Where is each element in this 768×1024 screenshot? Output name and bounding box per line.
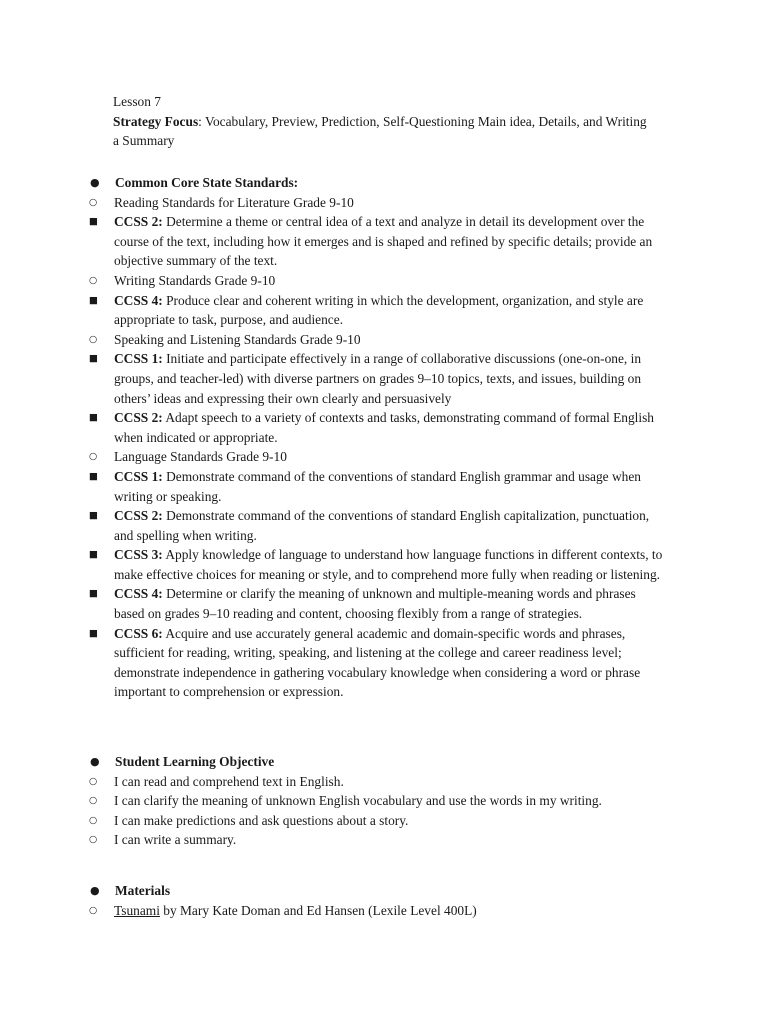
bullet-square-icon: ■ bbox=[89, 294, 98, 306]
standard-code: CCSS 3: bbox=[114, 547, 163, 563]
bullet-square-icon: ■ bbox=[89, 588, 98, 600]
bullet-circle-icon: ○ bbox=[89, 333, 98, 345]
standard-code: CCSS 2: bbox=[114, 508, 163, 524]
objectives-heading-row bbox=[88, 752, 663, 772]
standard-item bbox=[88, 291, 663, 330]
standard-code: CCSS 1: bbox=[114, 468, 163, 484]
materials-section bbox=[88, 881, 663, 920]
standard-code: CCSS 1: bbox=[114, 351, 163, 367]
standard-group-speaking bbox=[88, 330, 663, 350]
standard-item bbox=[88, 467, 663, 506]
materials-heading: Materials bbox=[115, 883, 171, 898]
standard-code: CCSS 2: bbox=[114, 214, 163, 230]
standard-code: CCSS 6: bbox=[114, 625, 163, 641]
objective-text: I can write a summary. bbox=[114, 832, 237, 848]
standards-heading-row bbox=[88, 173, 663, 193]
lesson-title: Lesson 7 bbox=[113, 94, 161, 109]
book-title-link[interactable]: Tsunami bbox=[114, 902, 160, 918]
objective-text: I can clarify the meaning of unknown English vocabulary and use the words in my writing. bbox=[114, 793, 602, 809]
standard-group-label: Reading Standards for Literature Grade 9-10 bbox=[114, 194, 354, 210]
standard-item bbox=[88, 545, 663, 584]
standard-item-text bbox=[114, 408, 663, 447]
bullet-square-icon: ■ bbox=[89, 470, 98, 482]
bullet-dot-icon: ● bbox=[90, 755, 100, 768]
bullet-circle-icon: ○ bbox=[89, 196, 98, 208]
material-text bbox=[114, 901, 663, 921]
standard-description: Determine a theme or central idea of a text and analyze in detail its development over the course of the text, including how it emerges and is shaped and refined by specific details; provide an objective summary of the text. bbox=[114, 214, 653, 269]
standard-item-text bbox=[114, 584, 663, 623]
bullet-dot-icon: ● bbox=[90, 176, 100, 189]
standard-code: CCSS 2: bbox=[114, 410, 163, 426]
strategy-focus-text: : Vocabulary, Preview, Prediction, Self-Questioning Main idea, Details, and Writing a Summary bbox=[113, 113, 647, 149]
standard-item-text bbox=[114, 467, 663, 506]
bullet-square-icon: ■ bbox=[89, 510, 98, 522]
standard-item-text bbox=[114, 545, 663, 584]
standard-group-label: Writing Standards Grade 9-10 bbox=[114, 272, 276, 288]
bullet-square-icon: ■ bbox=[89, 627, 98, 639]
standard-description: Adapt speech to a variety of contexts and tasks, demonstrating command of formal English when indicated or appropriate. bbox=[114, 410, 654, 445]
standards-heading: Common Core State Standards: bbox=[115, 175, 299, 190]
standard-item bbox=[88, 584, 663, 623]
strategy-focus bbox=[113, 112, 653, 151]
standards-section bbox=[88, 173, 663, 702]
standard-item-text bbox=[114, 212, 663, 271]
objectives-section bbox=[88, 752, 663, 850]
standard-description: Initiate and participate effectively in a range of collaborative discussions (one-on-one, in groups, and teacher-led) with diverse partners on grades 9–10 topics, texts, and issues, building on others’ ideas and expressing their own clearly and persuasively bbox=[114, 351, 642, 406]
standard-group-writing bbox=[88, 271, 663, 291]
objective-text: I can read and comprehend text in English. bbox=[114, 773, 344, 789]
strategy-focus-label: Strategy Focus bbox=[113, 113, 199, 129]
standard-item bbox=[88, 624, 663, 702]
standard-group-label: Language Standards Grade 9-10 bbox=[114, 449, 287, 465]
bullet-circle-icon: ○ bbox=[89, 274, 98, 286]
standard-item bbox=[88, 408, 663, 447]
standard-item-text bbox=[114, 506, 663, 545]
bullet-square-icon: ■ bbox=[89, 549, 98, 561]
standard-description: Demonstrate command of the conventions of standard English capitalization, punctuation, and spelling when writing. bbox=[114, 508, 650, 543]
objective-item bbox=[88, 830, 663, 850]
bullet-square-icon: ■ bbox=[89, 412, 98, 424]
objective-item bbox=[88, 811, 663, 831]
standard-description: Produce clear and coherent writing in which the development, organization, and style are appropriate to task, purpose, and audience. bbox=[114, 292, 644, 328]
bullet-square-icon: ■ bbox=[89, 216, 98, 228]
objective-item bbox=[88, 772, 663, 792]
materials-heading-row bbox=[88, 881, 663, 901]
standard-group-language bbox=[88, 447, 663, 467]
standard-group-label: Speaking and Listening Standards Grade 9-10 bbox=[114, 331, 361, 347]
bullet-circle-icon: ○ bbox=[89, 834, 98, 846]
objectives-heading: Student Learning Objective bbox=[115, 754, 275, 769]
objective-text: I can make predictions and ask questions about a story. bbox=[114, 812, 409, 828]
bullet-dot-icon: ● bbox=[90, 884, 100, 897]
standard-description: Demonstrate command of the conventions of standard English grammar and usage when writing or speaking. bbox=[114, 468, 641, 504]
bullet-circle-icon: ○ bbox=[89, 795, 98, 807]
book-details: by Mary Kate Doman and Ed Hansen (Lexile Level 400L) bbox=[159, 902, 477, 918]
material-item bbox=[88, 901, 663, 921]
standard-description: Apply knowledge of language to understand how language functions in different contexts, to make effective choices for meaning or style, and to comprehend more fully when reading or listening. bbox=[114, 547, 663, 582]
standard-code: CCSS 4: bbox=[114, 292, 163, 308]
standard-item bbox=[88, 349, 663, 408]
standard-item-text bbox=[114, 624, 663, 702]
bullet-square-icon: ■ bbox=[89, 353, 98, 365]
objective-item bbox=[88, 791, 663, 811]
bullet-circle-icon: ○ bbox=[89, 814, 98, 826]
bullet-circle-icon: ○ bbox=[89, 775, 98, 787]
standard-item bbox=[88, 212, 663, 271]
bullet-circle-icon: ○ bbox=[89, 904, 98, 916]
standard-item bbox=[88, 506, 663, 545]
bullet-circle-icon: ○ bbox=[89, 451, 98, 463]
standard-code: CCSS 4: bbox=[114, 586, 163, 602]
standard-item-text bbox=[114, 291, 663, 330]
standard-group-reading bbox=[88, 193, 663, 213]
standard-description: Determine or clarify the meaning of unknown and multiple-meaning words and phrases based on grades 9–10 reading and content, choosing flexibly from a range of strategies. bbox=[114, 586, 636, 622]
standard-description: Acquire and use accurately general academic and domain-specific words and phrases, sufficient for reading, writing, speaking, and listening at the college and career readiness level; demonstrate independence in gathering vocabulary knowledge when considering a word or phrase important to comprehension or expression. bbox=[114, 625, 641, 700]
standard-item-text bbox=[114, 349, 663, 408]
lesson-header bbox=[113, 92, 653, 151]
